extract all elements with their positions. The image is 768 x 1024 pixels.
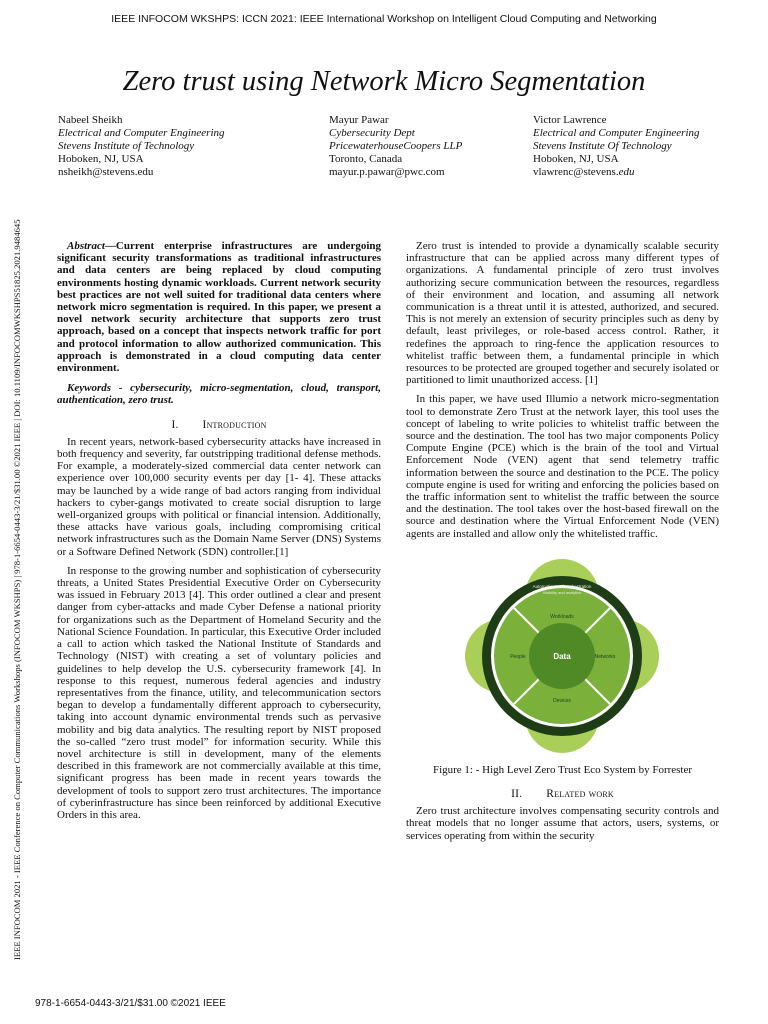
author-email[interactable] [533,166,700,179]
section-title: Introduction [202,418,267,431]
author-block-2 [329,114,462,179]
intro-paragraph-2: In response to the growing number and sophistication of cybersecurity threats, a United States Presidential Executive Order on Cybersecurity was issued in February 2013 [4]. This order outlined a clear and present danger from cyber-attacks and made Cyber Defense a national priority for organizations such as the Department of Homeland Security and the National Science Foundation. In particular, this Executive Order included a call to action which tasked the National Institute of Standards and Technology (NIST) with creating a set of voluntary policies and guidelines to help develop the U.S. cybersecurity framework [4]. In response to this request, numerous federal agencies and industry representatives from the finance, utility, and telecommunication sectors began to develop a fundamentally different approach to cybersecurity, taking into account dynamic environmental trends such as pervasive mobility and big data analytics. The resulting report by NIST proposed the so-called “zero trust model” for information security. While this novel architecture is still in development, many of the elements described in this framework are not commercially available at this time, significant progress has been made in recent years towards the development of tools to support zero trust architectures. The importance of cyberinfrastructure has since been reinforced by additional Executive Orders in this area. [57,564,381,821]
section-number: I. [171,418,179,431]
ecosystem-diagram [406,552,719,758]
core-label: Data [553,651,571,661]
author-location: Hoboken, NJ, USA [58,153,144,165]
right-column [406,240,719,842]
related-work-paragraph: Zero trust architecture involves compensating security controls and threat models that no longer assume that actors, users, systems, or services operating from within the security [406,805,719,842]
right-paragraph-2: In this paper, we have used Illumio a network micro-segmentation tool to demonstrate Zero Trust at the network layer, this tool uses the concept of labeling to write policies to whitelist traffic between the source and the destination. The tool has two major components Policy Compute Engine (PCE) which is the brain of the tool and Virtual Enforcement Node (VEN) agent that send telemetry traffic information between the source and destination to the PCE. The policy compute engine is used for writing and enforcing the policies based on the traffic information sent to whitelist the traffic between the source and the destination. The tool takes over the host-based firewall on the source and destination where the Virtual Enforcement Node (VEN) agents are installed and allow only the whitelisted traffic. [406,393,719,540]
author-department: Cybersecurity Dept [329,127,415,139]
author-organization: PricewaterhouseCoopers LLP [329,140,463,152]
conference-header: IEEE INFOCOM WKSHPS: ICCN 2021: IEEE International Workshop on Intelligent Cloud Computing and Networking [111,13,657,25]
ring-label-secondary: Visibility and analytics [542,589,582,595]
left-column [57,240,381,821]
ring-label: Automation and orchestration [532,583,592,589]
author-location: Hoboken, NJ, USA [533,153,619,165]
author-organization: Stevens Institute Of Technology [533,140,672,152]
abstract [57,240,381,374]
figure-caption: Figure 1: - High Level Zero Trust Eco System by Forrester [432,763,693,776]
paper-title: Zero trust using Network Micro Segmentation [122,66,646,97]
author-email-suffix: edu [618,166,635,178]
section-number: II. [511,788,523,801]
author-department: Electrical and Computer Engineering [533,127,700,139]
author-organization: Stevens Institute of Technology [58,140,195,152]
figure-zero-trust-ecosystem [406,552,719,758]
section-heading-related-work [406,788,719,800]
author-name: Mayur Pawar [329,114,389,126]
section-title: Related work [546,788,614,801]
author-location: Toronto, Canada [329,153,403,165]
author-name: Nabeel Sheikh [58,114,123,126]
segment-label-workloads: Workloads [550,613,574,620]
side-banner: IEEE INFOCOM 2021 - IEEE Conference on Computer Communications Workshops (INFOCOM WKSHPS) | 978-1-6654-0443-3/21/$31.00 ©2021 IEEE | DOI: 10.1109/INFOCOMWKSHPS51825.2021.9484645 [12,219,22,960]
author-block-1 [58,114,225,179]
intro-paragraph-1: In recent years, network-based cybersecurity attacks have increased in both frequency and severity, far outstripping traditional defense methods. For example, a moderately-sized commercial data center network can experience over 100,000 security events per day [1- 4]. These attacks may be launched by a wide range of bad actors ranging from individual hackers to cyber-gangs motivated to create social disruption to large well-organized groups with political or financial intension. Additionally, these attacks have various goals, including compromising critical network infrastructures such as the Domain Name Server (DNS) Systems or a Software Defined Network (SDN) controller.[1] [57,435,381,558]
author-email[interactable]: nsheikh@stevens.edu [58,166,154,178]
author-email[interactable]: mayur.p.pawar@pwc.com [329,166,445,178]
author-email-local: vlawrenc@stevens. [533,166,619,178]
segment-label-networks: Networks [594,653,616,660]
author-name: Victor Lawrence [533,114,607,126]
abstract-dash: — [104,240,116,252]
abstract-lead: Abstract [67,240,105,252]
section-heading-introduction [57,419,381,431]
segment-label-people: People [510,653,526,660]
right-paragraph-1: Zero trust is intended to provide a dynamically scalable security infrastructure that can be applied across many different types of organizations. A fundamental principle of zero trust involves authorizing secure communication between the resources, regardless of their environment and location, and assuming all network communication is a threat until it is attested, authorized, and secured. This is not merely an extension of security principles such as deny by default, least privileges, or role-based access control. Rather, it redefines the approach to ring-fence the application resources to whitelist traffic between them, a fundamental principle in which resources to be protected are grouped together and securely isolated or partitioned to limit unauthorized access. [1] [406,240,719,387]
author-block-3 [533,114,700,179]
footer-copyright: 978-1-6654-0443-3/21/$31.00 ©2021 IEEE [35,998,226,1009]
author-department: Electrical and Computer Engineering [58,127,225,139]
segment-label-devices: Devices [553,697,571,704]
abstract-text: Current enterprise infrastructures are undergoing significant security transformations as traditional infrastructures and data centers are being replaced by cloud computing environments hosting dynamic workloads. Current network security best practices are not well suited for traditional data centers where network micro segmentation is required. In this paper, we present a novel network security architecture that supports zero trust approach, based on a concept that inspects network traffic for port and protocol information to allow authorized communication. This approach is demonstrated in a cloud computing data center environment. [57,240,381,375]
keywords: Keywords - cybersecurity, micro-segmentation, cloud, transport, authentication, zero trust. [57,382,381,407]
